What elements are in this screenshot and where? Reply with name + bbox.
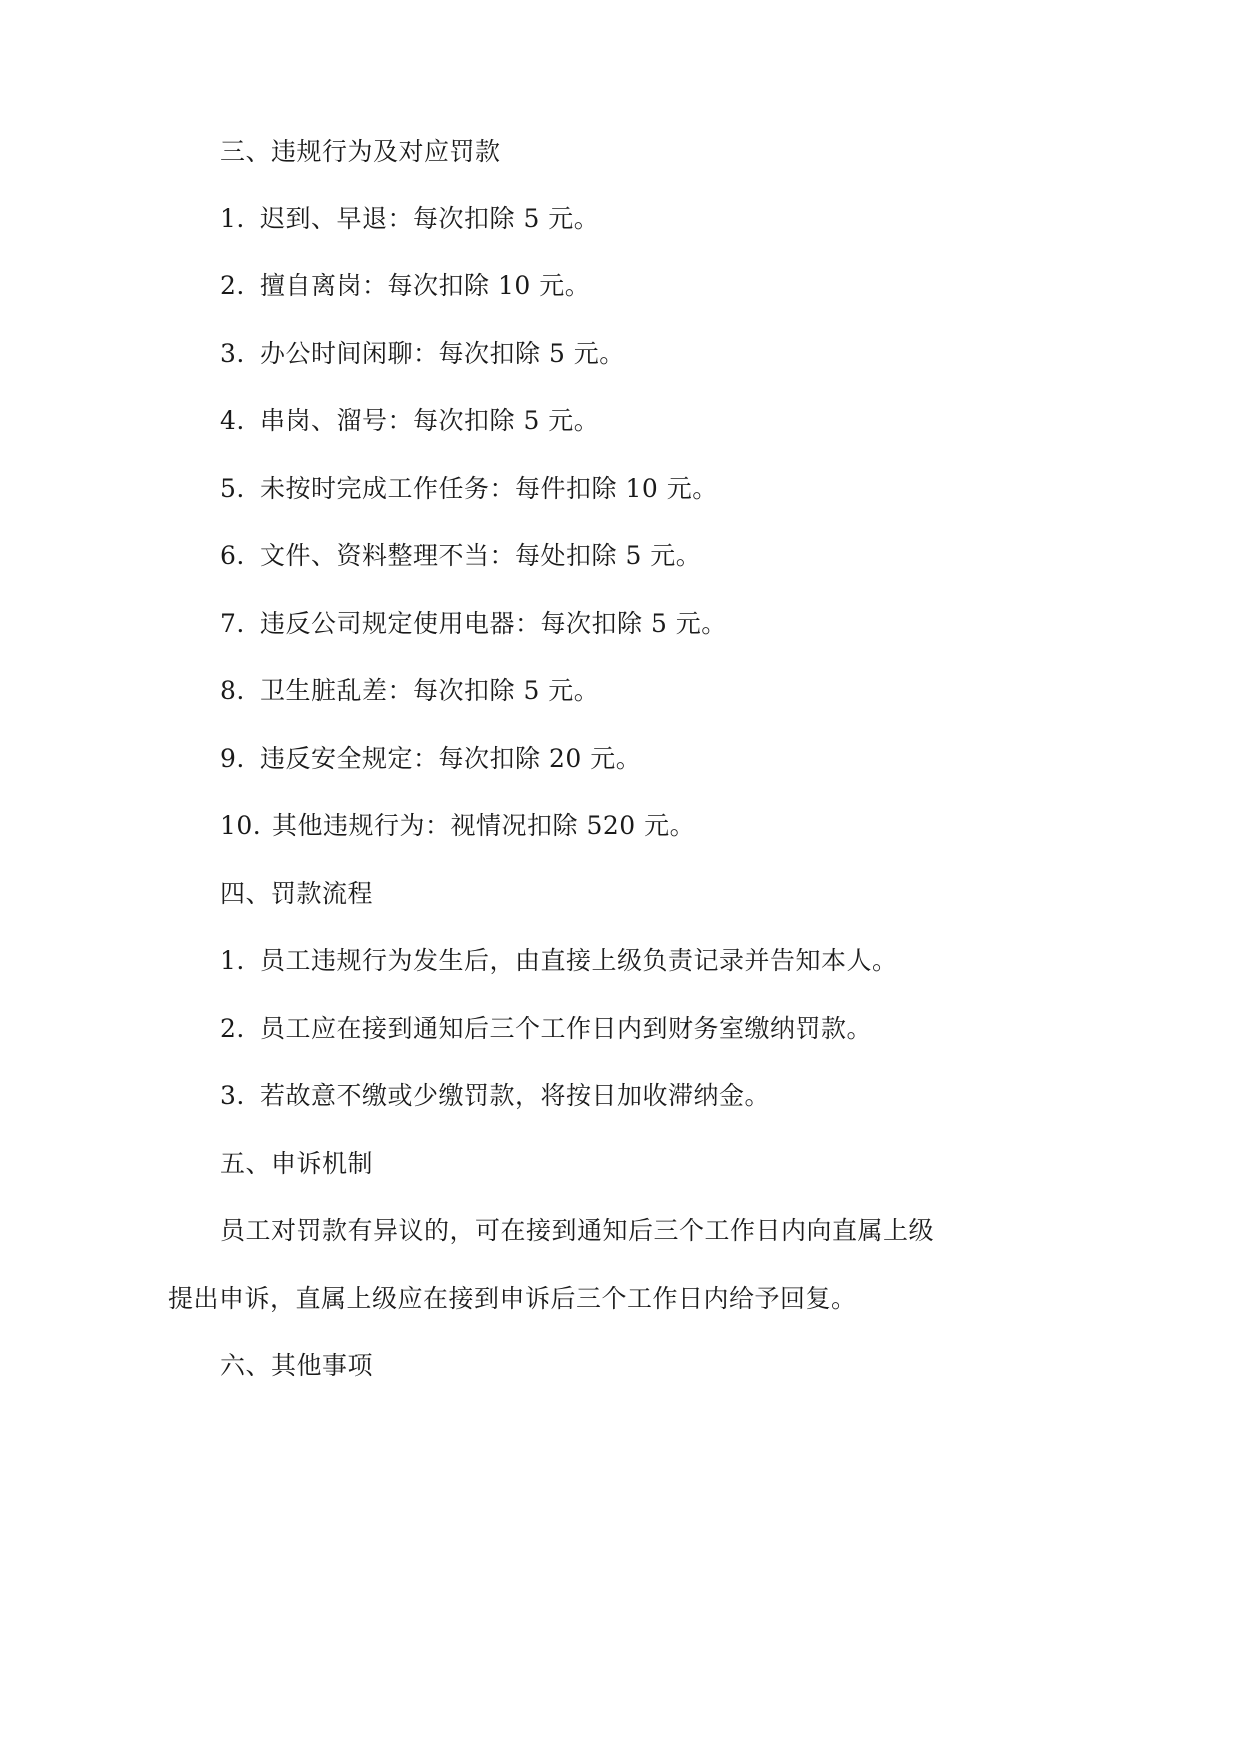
list-item: [220, 339, 625, 369]
section-heading-3: 三、违规行为及对应罚款: [220, 137, 501, 166]
list-item-text: 未按时完成工作任务：每件扣除 10 元。: [260, 474, 718, 503]
list-item-text: 员工应在接到通知后三个工作日内到财务室缴纳罚款。: [260, 1014, 873, 1043]
list-item: [220, 946, 898, 976]
list-item-number: 5.: [220, 474, 245, 503]
list-item: [220, 406, 599, 436]
list-item-number: 3.: [220, 1081, 245, 1110]
list-item: [220, 1014, 872, 1044]
paragraph-line: 提出申诉，直属上级应在接到申诉后三个工作日内给予回复。: [168, 1284, 857, 1313]
list-item-number: 9.: [220, 744, 245, 773]
section-heading-6: 六、其他事项: [220, 1351, 374, 1380]
list-item-number: 6.: [220, 541, 245, 570]
paragraph-line: 员工对罚款有异议的，可在接到通知后三个工作日内向直属上级: [220, 1216, 935, 1245]
list-item-text: 违反公司规定使用电器：每次扣除 5 元。: [260, 609, 727, 638]
list-item-number: 10.: [220, 811, 262, 840]
list-item-number: 3.: [220, 339, 245, 368]
list-item-number: 1.: [220, 946, 245, 975]
list-item: [220, 541, 701, 571]
list-item-text: 卫生脏乱差：每次扣除 5 元。: [260, 676, 600, 705]
list-item-text: 违反安全规定：每次扣除 20 元。: [260, 744, 642, 773]
list-item: [220, 204, 599, 234]
list-item: [220, 609, 727, 639]
list-item-number: 1.: [220, 204, 245, 233]
list-item: [220, 1081, 770, 1111]
section-heading-4: 四、罚款流程: [220, 879, 374, 908]
list-item: [220, 744, 641, 774]
list-item-text: 若故意不缴或少缴罚款，将按日加收滞纳金。: [260, 1081, 771, 1110]
list-item: [220, 271, 590, 301]
list-item-text: 文件、资料整理不当：每处扣除 5 元。: [260, 541, 702, 570]
list-item-text: 其他违规行为：视情况扣除 520 元。: [272, 811, 696, 840]
list-item-number: 4.: [220, 406, 245, 435]
list-item-number: 2.: [220, 1014, 245, 1043]
list-item-number: 2.: [220, 271, 245, 300]
list-item-text: 擅自离岗：每次扣除 10 元。: [260, 271, 591, 300]
list-item-text: 串岗、溜号：每次扣除 5 元。: [260, 406, 600, 435]
list-item-text: 迟到、早退：每次扣除 5 元。: [260, 204, 600, 233]
list-item: [220, 676, 599, 706]
list-item-number: 7.: [220, 609, 245, 638]
list-item: [220, 474, 718, 504]
list-item-text: 办公时间闲聊：每次扣除 5 元。: [260, 339, 625, 368]
list-item-number: 8.: [220, 676, 245, 705]
section-heading-5: 五、申诉机制: [220, 1149, 374, 1178]
list-item-text: 员工违规行为发生后，由直接上级负责记录并告知本人。: [260, 946, 898, 975]
list-item: [220, 811, 695, 841]
